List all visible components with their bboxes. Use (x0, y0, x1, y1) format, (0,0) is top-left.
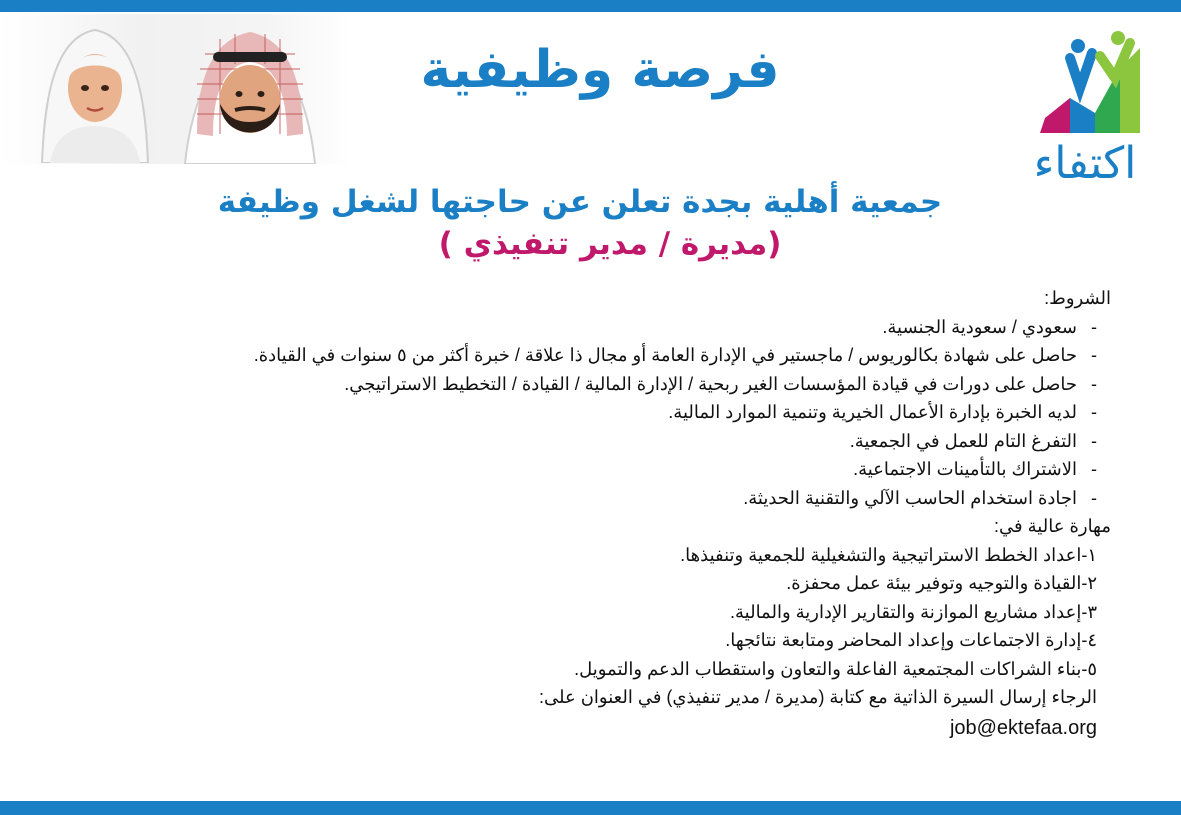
page-title: فرصة وظيفية (420, 40, 780, 100)
skill-item: ٤-إدارة الاجتماعات وإعداد المحاضر ومتابعة نتائجها. (725, 630, 1097, 650)
skill-item: ٥-بناء الشراكات المجتمعية الفاعلة والتعاون واستقطاب الدعم والتمويل. (574, 658, 1097, 679)
announcement-subtitle: جمعية أهلية بجدة تعلن عن حاجتها لشغل وظيفة (217, 184, 943, 220)
condition-item: -التفرغ التام للعمل في الجمعية. (849, 430, 1097, 451)
bottom-bar (0, 801, 1181, 815)
condition-item: -اجادة استخدام الحاسب الآلي والتقنية الحديثة. (743, 487, 1097, 508)
position-title: (مديرة / مدير تنفيذي ) (438, 226, 782, 262)
contact-instruction: الرجاء إرسال السيرة الذاتية مع كتابة (مديرة / مدير تنفيذي) في العنوان على: (539, 687, 1097, 707)
condition-item: -حاصل على دورات في قيادة المؤسسات الغير ربحية / الإدارة المالية / القيادة / التخطيط الاستراتيجي. (344, 373, 1097, 394)
contact-email[interactable]: job@ektefaa.org (949, 716, 1097, 739)
condition-item: -الاشتراك بالتأمينات الاجتماعية. (853, 459, 1097, 479)
condition-item: -لديه الخبرة بإدارة الأعمال الخيرية وتنمية الموارد المالية. (668, 402, 1097, 422)
woman-avatar-icon (30, 18, 160, 163)
skill-item: ١-اعداد الخطط الاستراتيجية والتشغيلية للجمعية وتنفيذها. (680, 544, 1097, 565)
skills-heading: مهارة عالية في: (994, 516, 1111, 536)
condition-item: -سعودي / سعودية الجنسية. (882, 316, 1097, 337)
job-details (111, 284, 1111, 744)
skill-item: ٢-القيادة والتوجيه وتوفير بيئة عمل محفزة. (786, 573, 1097, 593)
top-bar (0, 0, 1181, 12)
man-avatar-icon (175, 14, 325, 164)
ektefaa-logo (1000, 18, 1170, 188)
logo-text: اكتفاء (1033, 138, 1137, 188)
condition-item: -حاصل على شهادة بكالوريوس / ماجستير في الإدارة العامة أو مجال ذا علاقة / خبرة أكثر من ٥ سنوات في القيادة. (253, 345, 1097, 365)
conditions-heading: الشروط: (1044, 288, 1111, 308)
skill-item: ٣-إعداد مشاريع الموازنة والتقارير الإدارية والمالية. (730, 601, 1097, 622)
